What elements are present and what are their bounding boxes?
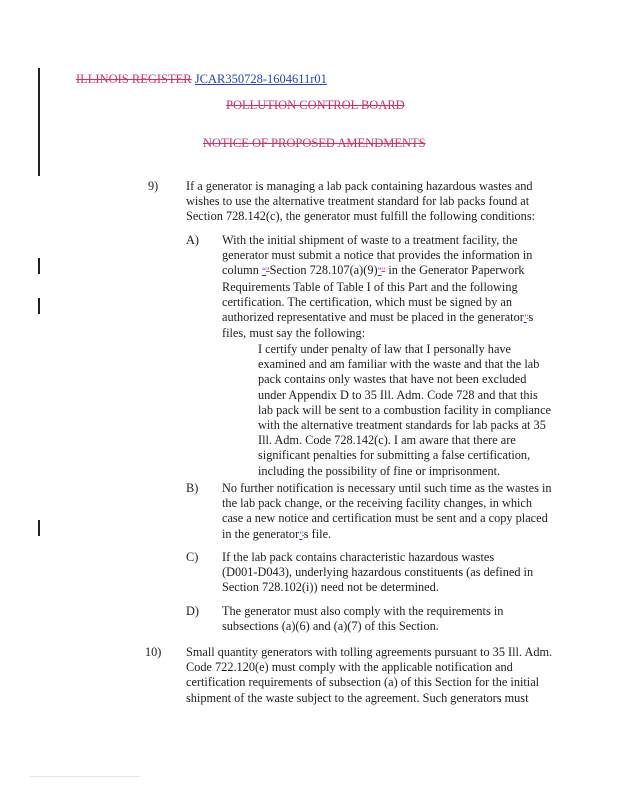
- subitem-c-text: [222, 550, 533, 596]
- item-9-text: [186, 179, 535, 225]
- inserted-mark: ’: [299, 529, 303, 540]
- subitem-d-text: [222, 604, 503, 634]
- deleted-mark: ': [526, 313, 529, 324]
- text-line: subsections (a)(6) and (a)(7) of this Section.: [222, 619, 439, 634]
- text-line: in the generator’'s file.: [222, 526, 332, 541]
- inserted-mark: ”: [377, 266, 382, 277]
- text-line: Small quantity generators with tolling agreements pursuant to 35 Ill. Adm.: [186, 645, 553, 659]
- item-9-number: 9): [148, 179, 159, 193]
- notice-heading: NOTICE OF PROPOSED AMENDMENTS: [203, 136, 426, 150]
- text-line: If a generator is managing a lab pack containing hazardous wastes and: [186, 179, 533, 193]
- certification-text: [258, 342, 551, 479]
- text-line: pack contains only wastes that have not been excluded: [258, 372, 527, 387]
- text-line: Requirements Table of Table I of this Part and the following: [222, 279, 518, 294]
- text-line: certification. The certification, which must be signed by an: [222, 294, 513, 309]
- text-line: The generator must also comply with the requirements in: [222, 604, 504, 618]
- text-line: generator must submit a notice that provides the information in: [222, 248, 533, 263]
- text-line: I certify under penalty of law that I personally have: [258, 342, 512, 356]
- register-header: [76, 72, 327, 87]
- subitem-d-label: D): [186, 604, 199, 618]
- text-line: column “"Section 728.107(a)(9)”" in the Generator Paperwork: [222, 263, 525, 278]
- item-10-number: 10): [145, 645, 162, 659]
- subitem-a-text: [222, 233, 533, 341]
- text-line: including the possibility of fine or imprisonment.: [258, 463, 501, 478]
- register-deleted: ILLINOIS REGISTER: [76, 72, 192, 86]
- deleted-mark: ": [265, 266, 270, 277]
- text-line: examined and am familiar with the waste and that the lab: [258, 357, 540, 372]
- text-line: Code 722.120(e) must comply with the applicable notification and: [186, 660, 513, 675]
- text-line: shipment of the waste subject to the agreement. Such generators must: [186, 690, 529, 705]
- text-line: Ill. Adm. Code 728.142(c). I am aware that there are: [258, 433, 516, 448]
- deleted-mark: ': [302, 529, 304, 540]
- item-10-text: [186, 645, 552, 706]
- text-line: the lab pack change, or the receiving facility changes, in which: [222, 496, 533, 511]
- register-inserted: JCAR350728-1604611r01: [194, 72, 327, 86]
- footer-rule: [30, 776, 140, 777]
- text-line: lab pack will be sent to a combustion facility in compliance: [258, 402, 551, 417]
- change-bar: [38, 520, 40, 536]
- change-bar: [38, 298, 40, 314]
- inserted-mark: “: [261, 266, 266, 277]
- text-line: under Appendix D to 35 Ill. Adm. Code 728 and that this: [258, 387, 538, 402]
- inserted-mark: ’: [523, 313, 527, 324]
- text-line: with the alternative treatment standards for lab packs at 35: [258, 418, 546, 433]
- text-line: certification requirements of subsection (a) of this Section for the initial: [186, 675, 540, 690]
- subitem-c-label: C): [186, 550, 199, 564]
- text-line: wishes to use the alternative treatment standard for lab packs found at: [186, 194, 530, 209]
- text-line: significant penalties for submitting a false certification,: [258, 448, 531, 463]
- change-bar: [38, 68, 40, 176]
- text-line: With the initial shipment of waste to a treatment facility, the: [222, 233, 518, 247]
- text-line: authorized representative and must be placed in the generator’'s: [222, 310, 534, 325]
- deleted-mark: ": [381, 266, 386, 277]
- subitem-b-label: B): [186, 481, 199, 495]
- text-line: If the lab pack contains characteristic hazardous wastes: [222, 550, 495, 564]
- board-heading: POLLUTION CONTROL BOARD: [226, 98, 405, 112]
- text-line: Section 728.142(c), the generator must fulfill the following conditions:: [186, 209, 536, 224]
- text-line: Section 728.102(i)) need not be determined.: [222, 580, 439, 595]
- text-line: No further notification is necessary until such time as the wastes in: [222, 481, 552, 495]
- text-line: case a new notice and certification must be sent and a copy placed: [222, 511, 548, 526]
- subitem-b-text: [222, 481, 552, 543]
- change-bar: [38, 258, 40, 274]
- text-line: files, must say the following:: [222, 326, 366, 341]
- subitem-a-label: A): [186, 233, 199, 247]
- text-line: (D001-D043), underlying hazardous constituents (as defined in: [222, 565, 534, 580]
